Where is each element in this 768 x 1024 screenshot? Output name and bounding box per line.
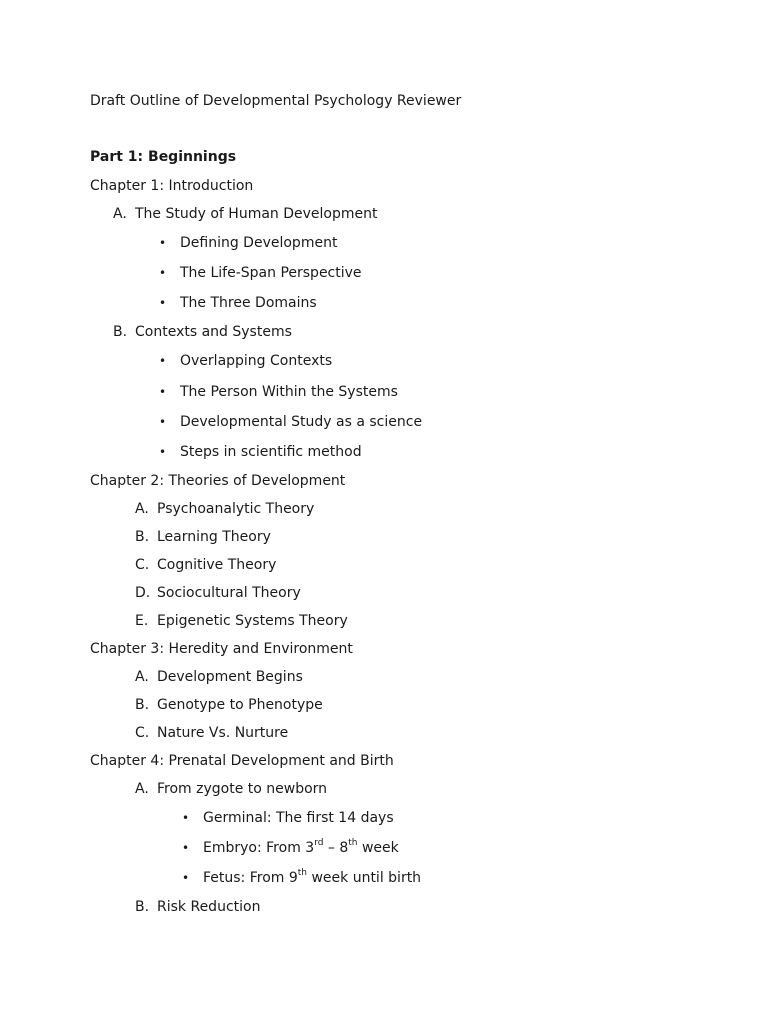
bullet-item: Developmental Study as a science: [180, 414, 423, 430]
outline-label: Sociocultural Theory: [157, 585, 301, 601]
bullet-text: Fetus: From 9: [203, 870, 298, 886]
outline-label: Cognitive Theory: [157, 557, 277, 573]
ordinal-suffix: th: [297, 868, 308, 879]
bullet-item: The Life-Span Perspective: [180, 265, 362, 281]
bullet-item: [203, 869, 421, 887]
bullet-item: [203, 839, 399, 857]
outline-item: [113, 205, 378, 223]
outline-item: [135, 724, 288, 742]
outline-label: Psychoanalytic Theory: [157, 501, 315, 517]
chapter-title: Chapter 2: Theories of Development: [90, 473, 346, 489]
outline-letter: B.: [135, 899, 150, 915]
outline-letter: A.: [135, 781, 149, 797]
outline-item: [135, 668, 303, 686]
bullet-glyph: •: [182, 871, 190, 885]
outline-label: From zygote to newborn: [157, 781, 328, 797]
bullet-glyph: •: [182, 841, 190, 855]
bullet-text: week until birth: [307, 870, 422, 886]
outline-item: [113, 323, 292, 341]
bullet-item: Germinal: The first 14 days: [203, 810, 394, 826]
bullet-glyph: •: [159, 445, 167, 459]
outline-item: [135, 898, 260, 916]
outline-item: [135, 528, 271, 546]
outline-letter: D.: [135, 585, 151, 601]
outline-label: Learning Theory: [157, 529, 271, 545]
outline-label: The Study of Human Development: [135, 206, 378, 222]
bullet-glyph: •: [159, 415, 167, 429]
outline-letter: E.: [135, 613, 149, 629]
bullet-text: week: [357, 840, 399, 856]
outline-item: [135, 584, 301, 602]
bullet-item: Overlapping Contexts: [180, 353, 333, 369]
bullet-glyph: •: [159, 385, 167, 399]
outline-letter: A.: [135, 669, 149, 685]
outline-letter: B.: [113, 324, 128, 340]
outline-label: Genotype to Phenotype: [157, 697, 323, 713]
bullet-item: The Person Within the Systems: [180, 384, 398, 400]
ordinal-suffix: th: [348, 838, 358, 849]
bullet-glyph: •: [182, 811, 190, 825]
outline-item: [135, 556, 276, 574]
bullet-text: – 8: [323, 840, 349, 856]
outline-letter: C.: [135, 725, 150, 741]
bullet-glyph: •: [159, 266, 167, 280]
outline-item: [135, 696, 323, 714]
outline-letter: A.: [113, 206, 127, 222]
outline-letter: A.: [135, 501, 149, 517]
outline-item: [135, 780, 327, 798]
chapter-title: Chapter 1: Introduction: [90, 178, 254, 194]
outline-label: Nature Vs. Nurture: [157, 725, 289, 741]
outline-label: Contexts and Systems: [135, 324, 292, 340]
bullet-glyph: •: [159, 296, 167, 310]
bullet-item: Steps in scientific method: [180, 444, 362, 460]
outline-label: Epigenetic Systems Theory: [157, 613, 348, 629]
outline-letter: C.: [135, 557, 150, 573]
outline-letter: B.: [135, 697, 150, 713]
bullet-text: Embryo: From 3: [203, 840, 315, 856]
bullet-glyph: •: [159, 236, 167, 250]
outline-label: Development Begins: [157, 669, 303, 685]
bullet-item: Defining Development: [180, 235, 338, 251]
outline-label: Risk Reduction: [157, 899, 261, 915]
ordinal-suffix: rd: [314, 838, 324, 849]
outline-item: [135, 612, 348, 630]
chapter-title: Chapter 3: Heredity and Environment: [90, 641, 353, 657]
bullet-glyph: •: [159, 354, 167, 368]
outline-item: [135, 500, 314, 518]
document-title: Draft Outline of Developmental Psychology Reviewer: [90, 93, 462, 109]
outline-letter: B.: [135, 529, 150, 545]
part-heading: Part 1: Beginnings: [90, 149, 237, 165]
chapter-title: Chapter 4: Prenatal Development and Birth: [90, 753, 394, 769]
bullet-item: The Three Domains: [180, 295, 317, 311]
